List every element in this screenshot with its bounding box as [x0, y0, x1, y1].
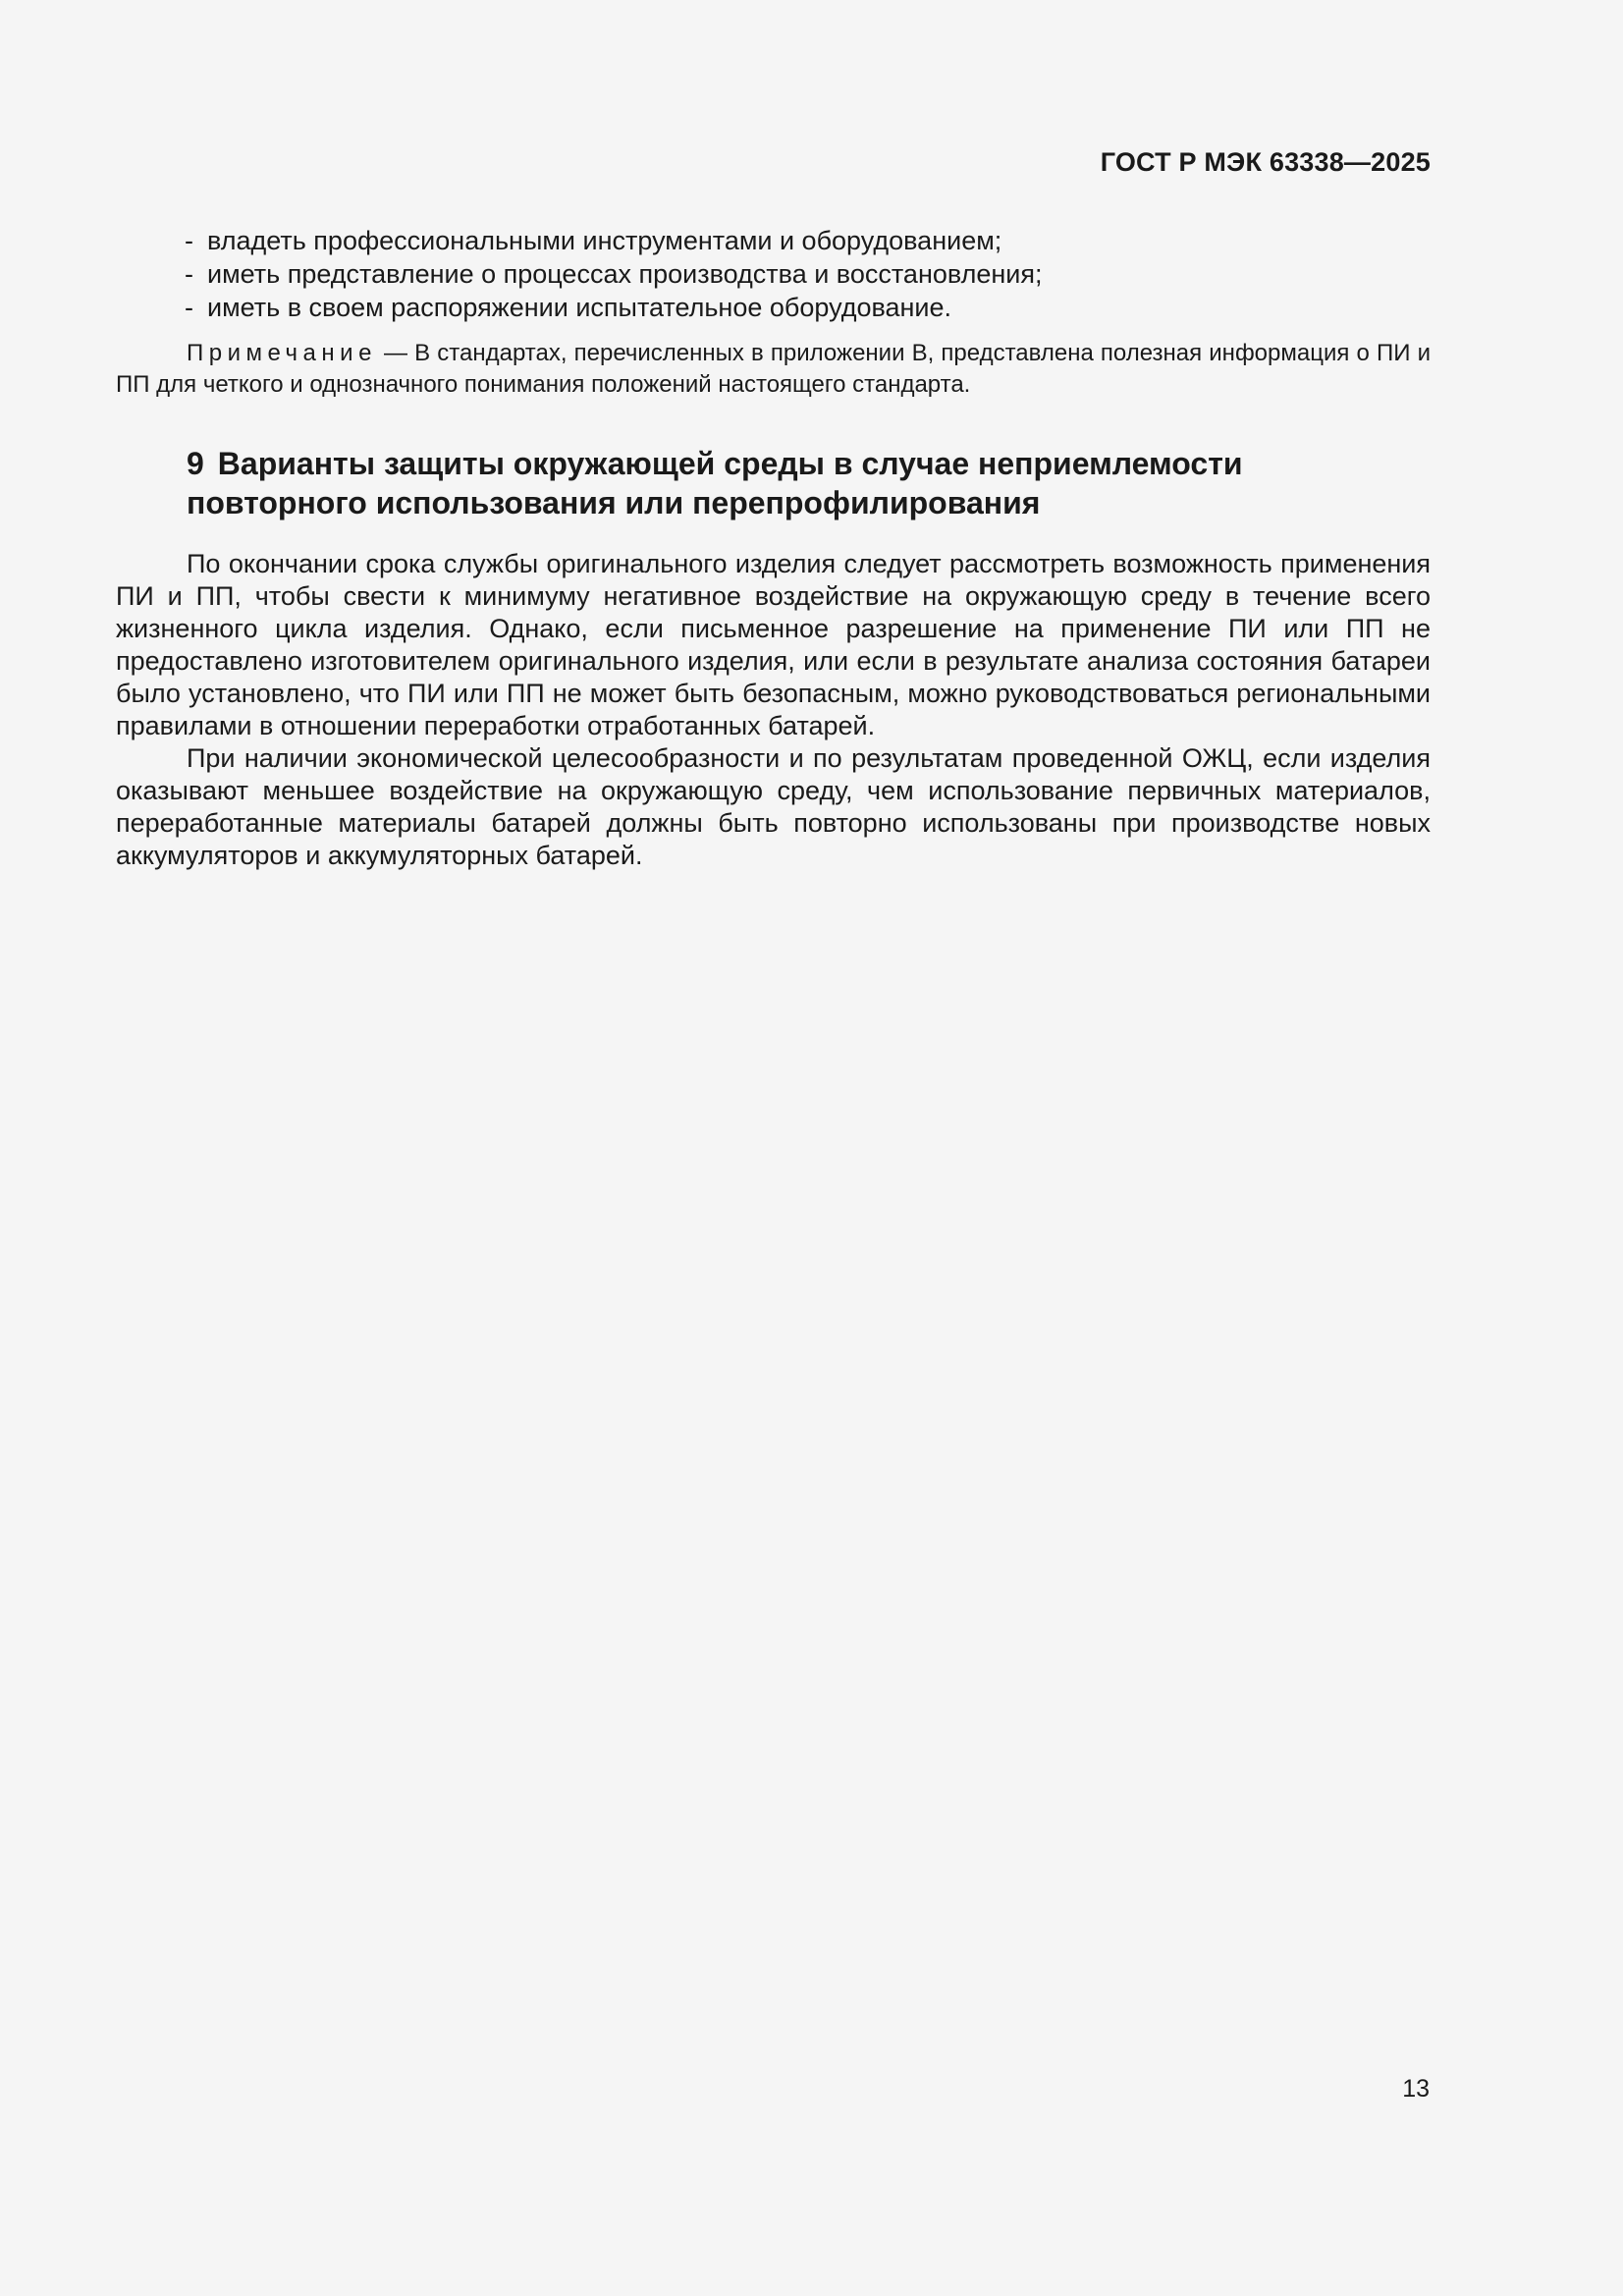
- list-item-text: владеть профессиональными инструментами и оборудованием;: [207, 226, 1002, 255]
- section-heading: [116, 444, 1431, 522]
- list-item-text: иметь представление о процессах производства и восстановления;: [207, 259, 1043, 289]
- note: [116, 338, 1431, 401]
- paragraph: По окончании срока службы оригинального изделия следует рассмотреть возможность применения ПИ и ПП, чтобы свести к минимуму негативное воздействие на окружающую среду в течение всего жизненного цикла изделия. Однако, если письменное разрешение на применение ПИ или ПП не предоставлено изготовителем оригинального изделия, или если в результате анализа состояния батареи было установлено, что ПИ или ПП не может быть безопасным, можно руководствоваться региональными правилами в отношении переработки отработанных батарей.: [116, 549, 1431, 740]
- section-number: 9: [187, 446, 204, 481]
- note-text: — В стандартах, перечисленных в приложении В, представлена полезная информация о ПИ и ПП для четкого и однозначного понимания положений настоящего стандарта.: [116, 340, 1431, 398]
- document-header: ГОСТ Р МЭК 63338—2025: [1100, 147, 1431, 177]
- bullet-dash: -: [185, 259, 193, 289]
- bullet-dash: -: [185, 226, 193, 255]
- paragraph: При наличии экономической целесообразности и по результатам проведенной ОЖЦ, если изделия оказывают меньшее воздействие на окружающую среду, чем использование первичных материалов, переработанные материалы батарей должны быть повторно использованы при производстве новых аккумуляторов и аккумуляторных батарей.: [116, 743, 1431, 870]
- page-number: 13: [1402, 2075, 1430, 2103]
- list-item: [116, 224, 1431, 257]
- requirements-list: [116, 224, 1431, 324]
- list-item-text: иметь в своем распоряжении испытательное оборудование.: [207, 293, 952, 322]
- list-item: [116, 257, 1431, 291]
- bullet-dash: -: [185, 293, 193, 322]
- section-title: Варианты защиты окружающей среды в случае неприемлемости повторного использования или перепрофилирования: [187, 446, 1243, 520]
- page-content: [116, 224, 1431, 872]
- note-label: Примечание: [187, 340, 377, 366]
- list-item: [116, 291, 1431, 324]
